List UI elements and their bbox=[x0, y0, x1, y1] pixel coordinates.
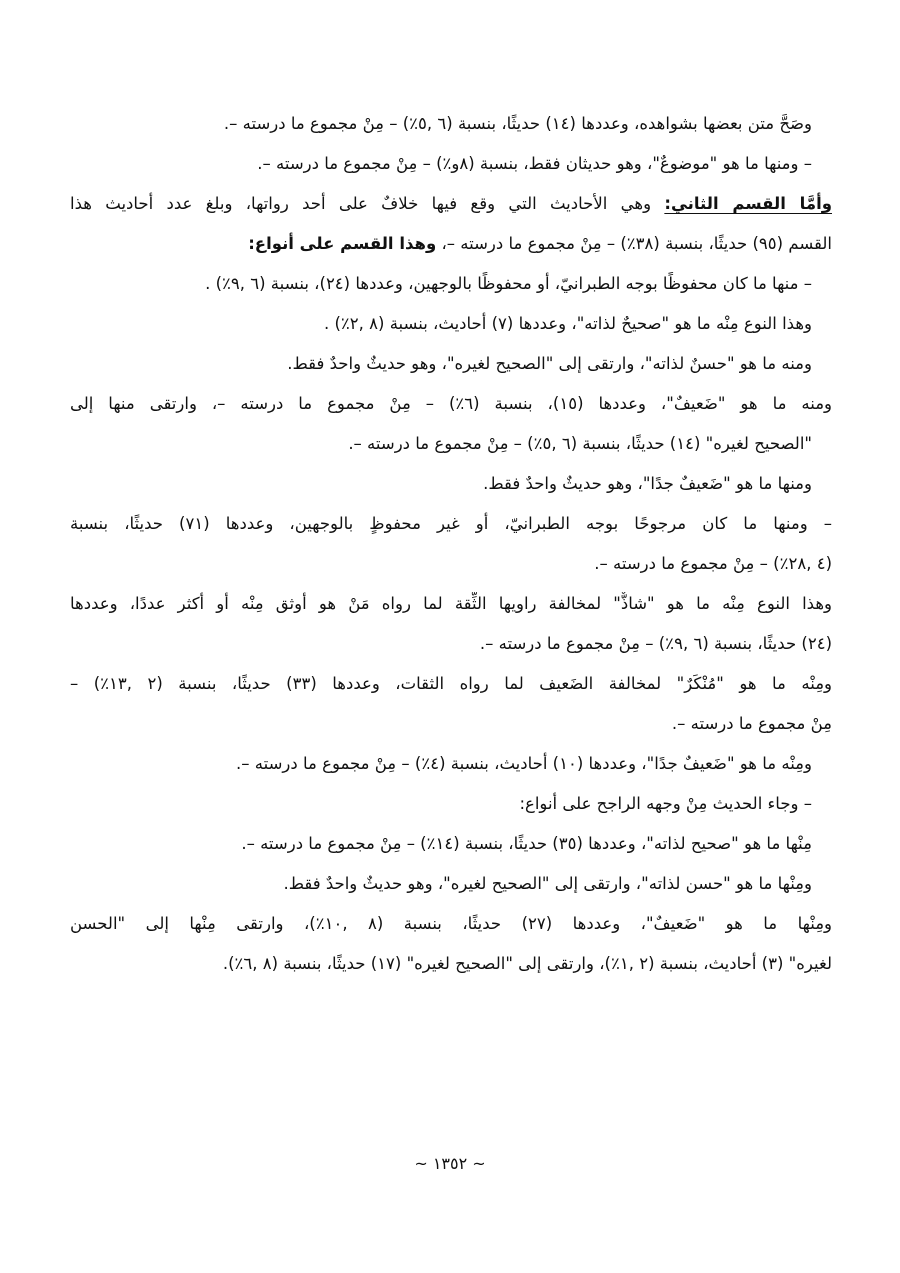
line-text: وهذا النوع مِنْه ما هو "صحيحٌ لذاته"، وعددها (٧) أحاديث، بنسبة (٨ ,٢٪) . bbox=[323, 314, 812, 333]
page-number: ~ ١٣٥٢ ~ bbox=[414, 1154, 486, 1173]
line-text: ومِنْها ما هو "ضَعيفٌ"، وعددها (٢٧) حديثًا، بنسبة (٨ ,١٠٪)، وارتقى مِنْها إلى "الحسن bbox=[70, 914, 832, 933]
line-text: – ومنها ما هو "موضوعٌ"، وهو حديثان فقط، بنسبة (٨و٪) – مِنْ مجموع ما درسته –. bbox=[257, 154, 812, 173]
text-line bbox=[70, 672, 832, 712]
text-line bbox=[70, 912, 832, 952]
body-text bbox=[70, 112, 832, 992]
line-text: – ومنها ما كان مرجوحًا بوجه الطبرانيّ، أو غير محفوظٍ بالوجهين، وعددها (٧١) حديثًا، بنسبة bbox=[70, 514, 832, 533]
text-line bbox=[70, 592, 832, 632]
text-line bbox=[70, 872, 832, 912]
text-line bbox=[70, 392, 832, 432]
text-line bbox=[70, 752, 832, 792]
line-text: مِنْ مجموع ما درسته –. bbox=[671, 714, 832, 733]
text-line bbox=[70, 432, 832, 472]
text-line bbox=[70, 472, 832, 512]
line-text: (٤ ,٢٨٪) – مِنْ مجموع ما درسته –. bbox=[594, 554, 832, 573]
line-text: وصَحَّ متن بعضها بشواهده، وعددها (١٤) حديثًا، بنسبة (٦ ,٥٪) – مِنْ مجموع ما درسته –. bbox=[223, 114, 812, 133]
text-line bbox=[70, 632, 832, 672]
text-line bbox=[70, 552, 832, 592]
line-text: ومِنْه ما هو "ضَعيفٌ جدًا"، وعددها (١٠) أحاديث، بنسبة (٤٪) – مِنْ مجموع ما درسته –. bbox=[236, 754, 812, 773]
text-line bbox=[70, 112, 832, 152]
text-line bbox=[70, 312, 832, 352]
line-text: – منها ما كان محفوظًا بوجه الطبرانيّ، أو محفوظًا بالوجهين، وعددها (٢٤)، بنسبة (٦ ,٩٪) . bbox=[205, 274, 812, 293]
line-text: مِنْها ما هو "صحيح لذاته"، وعددها (٣٥) حديثًا، بنسبة (١٤٪) – مِنْ مجموع ما درسته –. bbox=[241, 834, 812, 853]
text-line bbox=[70, 152, 832, 192]
line-text: ومنها ما هو "ضَعيفٌ جدًا"، وهو حديثٌ واحدٌ فقط. bbox=[483, 474, 812, 493]
section-heading-line bbox=[70, 192, 832, 232]
line-text: ومنه ما هو "ضَعيفٌ"، وعددها (١٥)، بنسبة (٦٪) – مِنْ مجموع ما درسته –، وارتقى منها إلى bbox=[70, 394, 832, 413]
line-text: ومِنْها ما هو "حسن لذاته"، وارتقى إلى "الصحيح لغيره"، وهو حديثٌ واحدٌ فقط. bbox=[283, 874, 812, 893]
text-line bbox=[70, 232, 832, 272]
line-text: – وجاء الحديث مِنْ وجهه الراجح على أنواع: bbox=[519, 794, 812, 813]
line-text: (٢٤) حديثًا، بنسبة (٦ ,٩٪) – مِنْ مجموع ما درسته –. bbox=[479, 634, 832, 653]
text-line bbox=[70, 272, 832, 312]
bold-phrase: وهذا القسم على أنواع: bbox=[248, 234, 437, 253]
line-text: لغيره" (٣) أحاديث، بنسبة (٢ ,١٪)، وارتقى إلى "الصحيح لغيره" (١٧) حديثًا، بنسبة (٨ ,٦٪). bbox=[222, 954, 832, 973]
section-heading: وأَمَّا القسم الثاني: bbox=[664, 194, 832, 213]
text-line bbox=[70, 352, 832, 392]
text-line bbox=[70, 952, 832, 992]
line-text: ومِنْه ما هو "مُنْكَرٌ" لمخالفة الضَعيف لما رواه الثقات، وعددها (٣٣) حديثًا، بنسبة (٢ ,١٣٪) – bbox=[70, 674, 832, 693]
text-line bbox=[70, 512, 832, 552]
text-line bbox=[70, 712, 832, 752]
line-text: وهي الأحاديث التي وقع فيها خلافٌ على أحد رواتها، وبلغ عدد أحاديث هذا bbox=[70, 194, 665, 213]
line-text: ومنه ما هو "حسنٌ لذاته"، وارتقى إلى "الصحيح لغيره"، وهو حديثٌ واحدٌ فقط. bbox=[287, 354, 812, 373]
line-text: وهذا النوع مِنْه ما هو "شاذٌّ" لمخالفة راويها الثِّقة لما رواه مَنْ هو أوثق مِنْه أو أكثر عددًا، وعددها bbox=[70, 594, 832, 613]
line-text: "الصحيح لغيره" (١٤) حديثًا، بنسبة (٦ ,٥٪) – مِنْ مجموع ما درسته –. bbox=[348, 434, 812, 453]
text-line bbox=[70, 792, 832, 832]
line-text: القسم (٩٥) حديثًا، بنسبة (٣٨٪) – مِنْ مجموع ما درسته –، bbox=[436, 234, 832, 253]
text-line bbox=[70, 832, 832, 872]
